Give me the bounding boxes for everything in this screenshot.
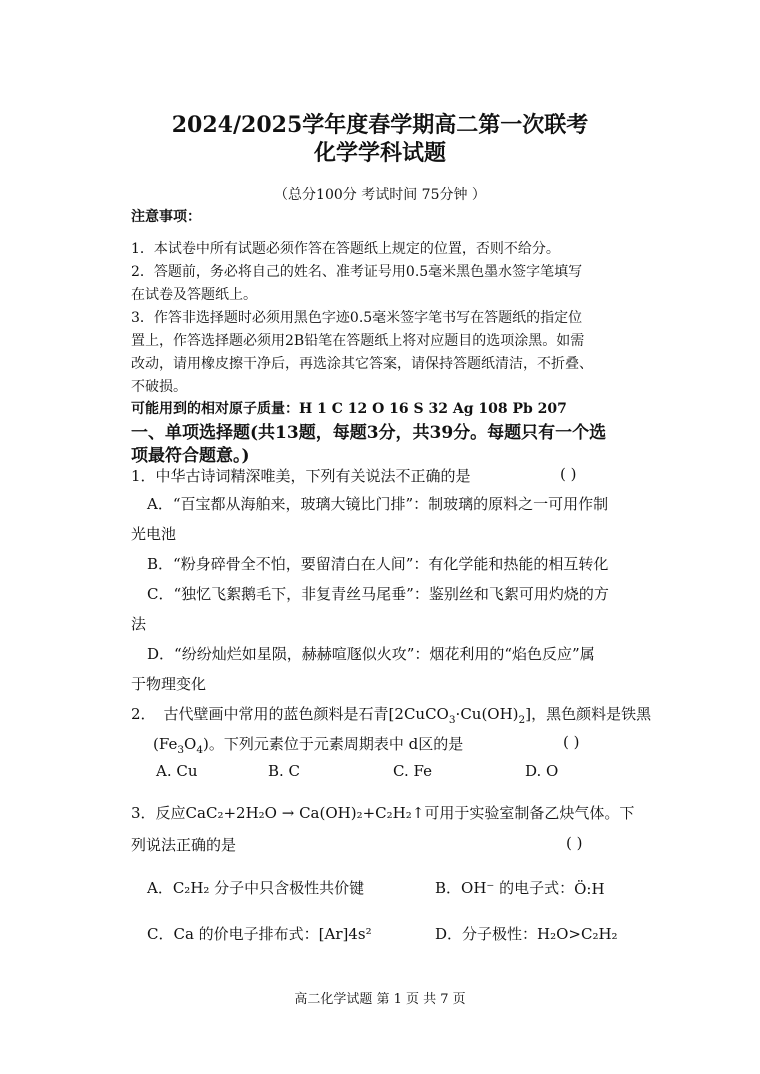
exam-info: （总分100分 考试时间 75分钟 ） xyxy=(274,187,486,203)
q1-option-a-line-1: A．“百宝都从海舶来，玻璃大镜比门排”：制玻璃的原料之一可用作制 xyxy=(147,495,609,513)
exam-subject-title: 化学学科试题 xyxy=(313,140,446,166)
q1-option-b: B．“粉身碎骨全不怕，要留清白在人间”：有化学能和热能的相互转化 xyxy=(147,555,609,573)
q1-stem: 1．中华古诗词精深唯美，下列有关说法不正确的是 xyxy=(131,467,471,485)
q3-option-d: D．分子极性：H₂O>C₂H₂ xyxy=(435,925,618,943)
q3-stem-line-2: 列说法正确的是 xyxy=(131,836,237,854)
exam-title: 2024/2025学年度春学期高二第一次联考 xyxy=(171,112,589,138)
q2-option-c: C. Fe xyxy=(393,762,432,780)
q3-option-b: B．OH⁻ 的电子式：Ö:H xyxy=(435,879,605,898)
hydroxide-lewis-structure: Ö:H xyxy=(574,880,605,898)
notice-line-7: 不破损。 xyxy=(131,379,187,395)
atomic-masses: 可能用到的相对原子质量：H 1 C 12 O 16 S 32 Ag 108 Pb 207 xyxy=(131,401,567,417)
q1-option-d-line-1: D．“纷纷灿烂如星陨，赫赫喧豗似火攻”：烟花利用的“焰色反应”属 xyxy=(147,645,595,663)
section-heading-line-2: 项最符合题意。) xyxy=(131,446,250,466)
q1-option-d-line-2: 于物理变化 xyxy=(131,675,207,693)
q1-option-c-line-2: 法 xyxy=(131,615,147,633)
q2-stem-line-1: 2． 古代壁画中常用的蓝色颜料是石青$[2CuCO_3\cdot Cu(OH)_2]$，黑色颜料是铁黑 xyxy=(131,705,652,726)
q3-reaction-equation: CaC₂+2H₂O → Ca(OH)₂+C₂H₂↑ xyxy=(185,804,425,822)
notice-line-6: 改动，请用橡皮擦干净后，再选涂其它答案，请保持答题纸清洁，不折叠、 xyxy=(131,356,593,372)
notice-line-1: 1．本试卷中所有试题必须作答在答题纸上规定的位置，否则不给分。 xyxy=(131,241,560,257)
q1-option-c-line-1: C．“独忆飞絮鹅毛下，非复青丝马尾垂”：鉴别丝和飞絮可用灼烧的方 xyxy=(147,585,609,603)
section-heading-line-1: 一、单项选择题(共13题，每题3分，共39分。每题只有一个选 xyxy=(131,423,607,443)
notice-line-5: 置上，作答选择题必须用2B铅笔在答题纸上将对应题目的选项涂黑。如需 xyxy=(131,333,585,349)
q2-option-a: A. Cu xyxy=(156,762,198,780)
q3-option-c: C．Ca 的价电子排布式：[Ar]4s² xyxy=(147,925,372,943)
q3-stem-line-1: 3．反应CaC₂+2H₂O → Ca(OH)₂+C₂H₂↑可用于实验室制备乙炔气体。下 xyxy=(131,804,635,822)
q2-option-d: D. O xyxy=(525,762,559,780)
q2-answer-paren: ( ) xyxy=(563,733,580,751)
q3-option-a: A．C₂H₂ 分子中只含极性共价键 xyxy=(147,879,365,897)
q3-answer-paren: ( ) xyxy=(566,834,583,852)
page-footer: 高二化学试题 第 1 页 共 7 页 xyxy=(294,992,466,1007)
notice-line-3: 在试卷及答题纸上。 xyxy=(131,287,257,303)
q1-answer-paren: ( ) xyxy=(560,465,577,483)
notice-line-4: 3．作答非选择题时必须用黑色字迹0.5毫米签字笔书写在答题纸的指定位 xyxy=(131,310,583,326)
q2-option-b: B. C xyxy=(268,762,301,780)
notice-line-2: 2．答题前，务必将自己的姓名、准考证号用0.5毫米黑色墨水签字笔填写 xyxy=(131,264,583,280)
q1-option-a-line-2: 光电池 xyxy=(131,525,177,543)
q2-stem-line-2: $(Fe_3O_4)$。下列元素位于元素周期表中 d区的是 xyxy=(153,735,464,756)
notice-heading: 注意事项： xyxy=(131,209,201,225)
